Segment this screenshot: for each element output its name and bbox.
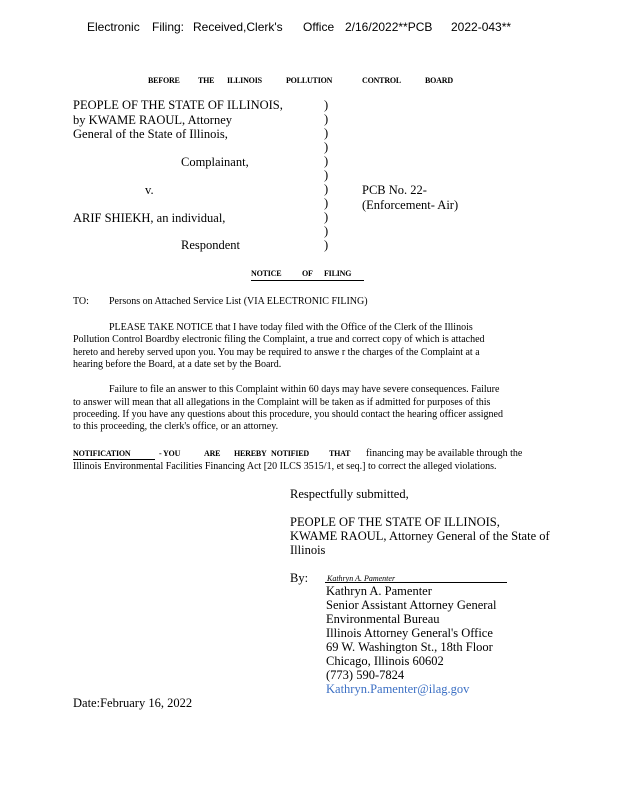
filing-header-date: 2/16/2022**PCB xyxy=(345,20,433,34)
respondent-label: Respondent xyxy=(181,238,241,252)
paragraph-2-line: to this proceeding, the clerk's office, or an attorney. xyxy=(73,421,279,432)
paragraph-1-line: hereto and hereby served upon you. You may be required to answe r the charges of the Complaint at a xyxy=(73,347,480,358)
notification-word: HEREBY xyxy=(234,449,267,458)
paragraph-1-line: hearing before the Board, at a date set by the Board. xyxy=(73,359,282,370)
party-line-3: Illinois xyxy=(290,543,326,557)
filing-header-received: Received,Clerk's xyxy=(193,20,283,34)
board-heading-word: BEFORE xyxy=(148,76,180,85)
caption-paren: ) xyxy=(324,224,329,238)
filing-header-filing: Filing: xyxy=(152,20,185,34)
signer-title: Senior Assistant Attorney General xyxy=(326,598,497,612)
caption-paren: ) xyxy=(324,168,329,182)
paragraph-2-line: Failure to file an answer to this Complaint within 60 days may have severe consequences. Failure xyxy=(109,384,500,395)
party-line-1: PEOPLE OF THE STATE OF ILLINOIS, xyxy=(290,515,500,529)
plaintiff-line-3: General of the State of Illinois, xyxy=(73,127,228,141)
case-type: (Enforcement- Air) xyxy=(362,198,459,212)
case-number: PCB No. 22- xyxy=(362,183,427,197)
caption-paren: ) xyxy=(324,140,329,154)
notification-line-2: Illinois Environmental Facilities Financing Act [20 ILCS 3515/1, et seq.] to correct the alleged violations. xyxy=(73,461,497,472)
caption-paren: ) xyxy=(324,196,329,210)
date-line: Date:February 16, 2022 xyxy=(73,696,193,710)
notice-title-word: OF xyxy=(302,269,313,278)
caption-paren: ) xyxy=(324,238,329,252)
paragraph-1-line: PLEASE TAKE NOTICE that I have today filed with the Office of the Clerk of the Illinois xyxy=(109,322,473,333)
paragraph-2-line: to answer will mean that all allegations in the Complaint will be taken as if admitted for purposes of this xyxy=(73,397,491,408)
signer-city: Chicago, Illinois 60602 xyxy=(326,654,444,668)
caption-paren: ) xyxy=(324,98,329,112)
signer-name: Kathryn A. Pamenter xyxy=(326,584,432,598)
caption-paren: ) xyxy=(324,154,329,168)
plaintiff-line-1: PEOPLE OF THE STATE OF ILLINOIS, xyxy=(73,98,283,112)
notification-word: ARE xyxy=(204,449,221,458)
to-recipients: Persons on Attached Service List (VIA ELECTRONIC FILING) xyxy=(109,296,368,307)
caption-paren: ) xyxy=(324,210,329,224)
closing: Respectfully submitted, xyxy=(290,487,409,501)
paragraph-1-line: Pollution Control Boardby electronic filing the Complaint, a true and correct copy of which is attached xyxy=(73,334,485,345)
board-heading-word: CONTROL xyxy=(362,76,402,85)
defendant-name: ARIF SHIEKH, an individual, xyxy=(73,211,226,225)
notification-word: - YOU xyxy=(159,449,181,458)
caption-paren: ) xyxy=(324,182,329,196)
caption-paren: ) xyxy=(324,112,329,126)
plaintiff-line-2: by KWAME RAOUL, Attorney xyxy=(73,113,233,127)
board-heading-word: THE xyxy=(198,76,215,85)
handwritten-signature: Kathryn A. Pamenter xyxy=(327,574,396,583)
notification-text: financing may be available through the xyxy=(366,448,523,459)
filing-header-case: 2022-043** xyxy=(451,20,512,34)
to-label: TO: xyxy=(73,296,89,307)
notice-title-word: NOTICE xyxy=(251,269,282,278)
filing-header-office: Office xyxy=(303,20,335,34)
notice-title-word: FILING xyxy=(324,269,352,278)
notification-word: THAT xyxy=(329,449,351,458)
board-heading-word: POLLUTION xyxy=(286,76,333,85)
signer-street: 69 W. Washington St., 18th Floor xyxy=(326,640,493,654)
notification-label: NOTIFICATION xyxy=(73,449,131,458)
by-label: By: xyxy=(290,571,309,585)
signer-bureau: Environmental Bureau xyxy=(326,612,440,626)
caption-paren: ) xyxy=(324,126,329,140)
signer-email-link[interactable]: Kathryn.Pamenter@ilag.gov xyxy=(326,682,470,696)
board-heading-word: BOARD xyxy=(425,76,453,85)
filing-header-electronic: Electronic xyxy=(87,20,140,34)
notification-word: NOTIFIED xyxy=(271,449,309,458)
signer-office: Illinois Attorney General's Office xyxy=(326,626,493,640)
signer-phone: (773) 590-7824 xyxy=(326,668,405,682)
complainant-label: Complainant, xyxy=(181,155,249,169)
party-line-2: KWAME RAOUL, Attorney General of the State of xyxy=(290,529,550,543)
board-heading-word: ILLINOIS xyxy=(227,76,262,85)
paragraph-2-line: proceeding. If you have any questions about this procedure, you should contact the hearing officer assigned xyxy=(73,409,503,420)
versus-label: v. xyxy=(145,183,154,197)
